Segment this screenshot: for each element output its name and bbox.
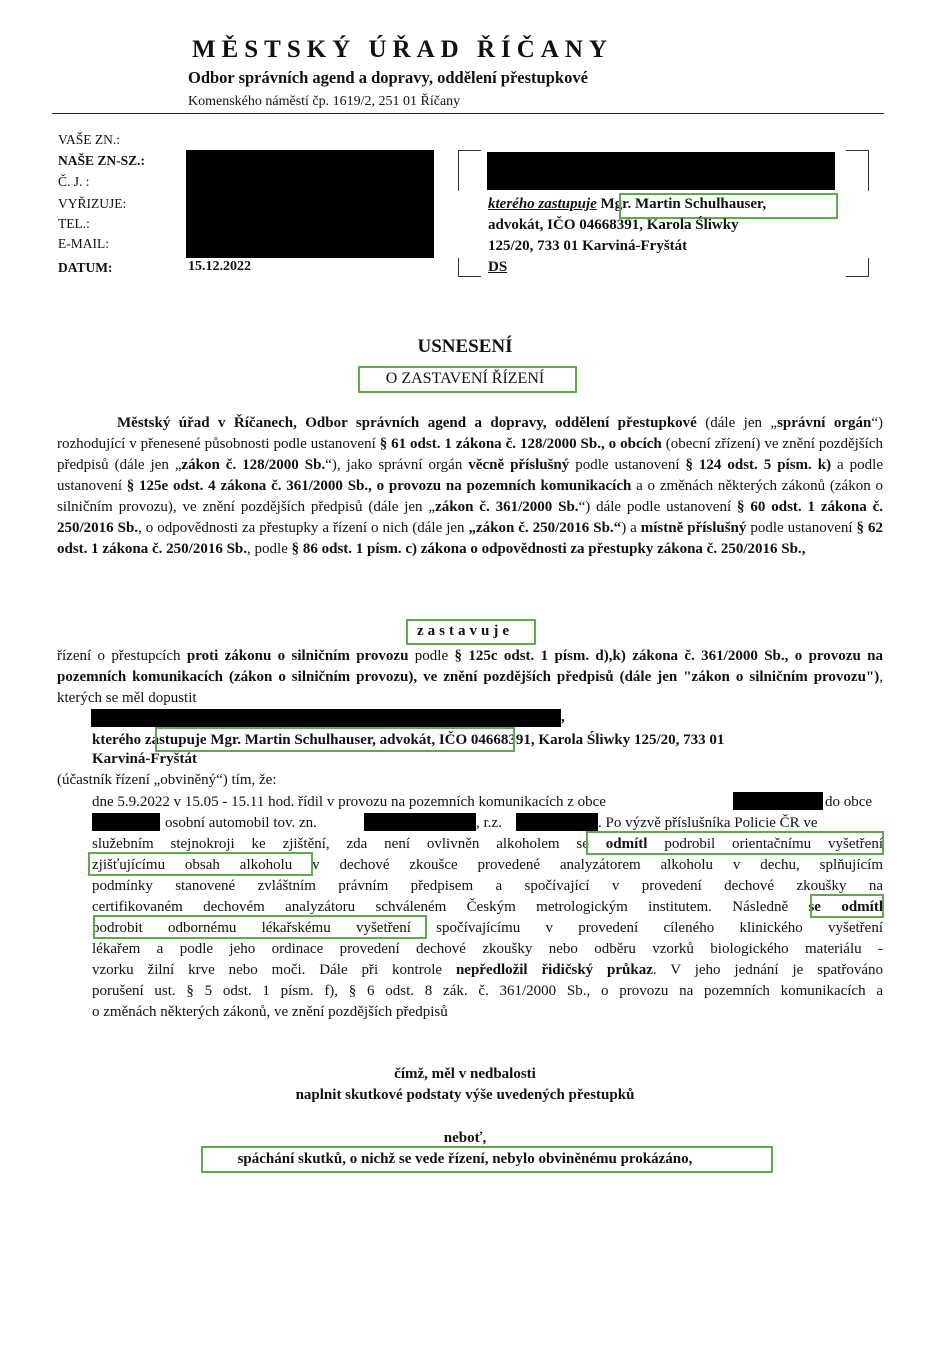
represented-by-label: kterého zastupuje (488, 196, 597, 212)
facts-line-10: porušení ust. § 5 odst. 1 písm. f), § 6 odst. 8 zák. č. 361/2000 Sb., o provozu na pozemních komunikacích a (92, 983, 883, 999)
representation-line: kterého zastupuje Mgr. Martin Schulhauser, advokát, IČO 04668391, Karola Śliwky 125/20, 733 01 (92, 732, 725, 748)
party-label: (účastník řízení „obviněný“) tím, že: (57, 772, 277, 788)
facts-line-6: certifikovaném dechovém analyzátoru schváleném Českým metrologickým institutem. Následně se odmítl (92, 899, 883, 915)
address-corner-tl (458, 150, 481, 191)
office-address: Komenského náměstí čp. 1619/2, 251 01 Říčany (188, 94, 461, 109)
proceedings-paragraph: řízení o přestupcích proti zákonu o silničním provozu podle § 125c odst. 1 písm. d),k) zákona č. 361/2000 Sb., o provozu na pozemních komunikacích (zákon o silničním provozu), ve znění pozdějších předpisů (dále jen "zákon o silničním provozu"), kterých se měl dopustit (57, 648, 884, 706)
highlight-representation (155, 727, 515, 752)
meta-label-phone: TEL.: (58, 216, 90, 231)
facts-line-5: podmínky stanovené zvláštním právním předpisem a spočívající v provedení dechové zkoušky na (92, 878, 883, 894)
meta-label-case-no: Č. J. : (58, 174, 90, 189)
highlight-medical-exam (93, 915, 427, 939)
facts-line-1-end: do obce (825, 794, 873, 810)
redacted-destination-town (92, 813, 160, 831)
redacted-vehicle-brand (364, 813, 476, 831)
facts-line-1: dne 5.9.2022 v 15.05 - 15.11 hod. řídil v provozu na pozemních komunikacích z obce (92, 794, 606, 810)
redacted-meta-block (186, 150, 434, 258)
conclusion-line-1: čímž, měl v nedbalosti (394, 1066, 536, 1082)
facts-line-2b: , r.z. (476, 815, 502, 831)
redacted-offender-name (91, 709, 561, 727)
decision-title: USNESENÍ (417, 336, 513, 357)
reason-line: spáchání skutků, o nichž se vede řízení, nebylo obviněnému prokázáno, (237, 1151, 693, 1167)
highlight-refused-again (810, 894, 884, 918)
recipient-line-3: 125/20, 733 01 Karviná-Fryštát (488, 238, 688, 254)
redacted-recipient-name (487, 152, 835, 190)
address-corner-tr (846, 150, 869, 191)
lawyer-name: Mgr. Martin Schulhauser, (600, 196, 767, 212)
intro-paragraph: Městský úřad v Říčanech, Odbor správních agend a dopravy, oddělení přestupkové (dále jen „správní orgán“) rozhodující v přenesené působnosti podle ustanovení § 61 odst. 1 zákona č. 128/2000 Sb., o obcích (obecní zřízení) ve znění pozdějších předpisů (dále jen „zákon č. 128/2000 Sb.“), jako správní orgán věcně příslušný podle ustanovení § 124 odst. 5 písm. k) a podle ustanovení § 125e odst. 4 zákona č. 361/2000 Sb., o provozu na pozemních komunikacích a o změnách některých zákonů (zákon o silničním provozu), ve znění pozdějších předpisů (dále jen „zákon č. 361/2000 Sb.“) dále podle ustanovení § 60 odst. 1 zákona č. 250/2016 Sb., o odpovědnosti za přestupky a řízení o nich (dále jen „zákon č. 250/2016 Sb.“) a místně příslušný podle ustanovení § 62 odst. 1 zákona č. 250/2016 Sb., podle § 86 odst. 1 písm. c) zákona o odpovědnosti za přestupky zákona č. 250/2016 Sb., (57, 415, 884, 557)
department-name: Odbor správních agend a dopravy, oddělení přestupkové (188, 68, 588, 87)
meta-date-value: 15.12.2022 (188, 259, 251, 274)
recipient-line-2: advokát, IČO 04668391, Karola Śliwky (488, 217, 739, 233)
meta-label-handled-by: VYŘIZUJE: (58, 196, 127, 211)
highlight-decision-subtitle (358, 366, 577, 393)
delivery-method: DS (488, 259, 508, 275)
header-divider (52, 113, 884, 114)
meta-label-your-ref: VAŠE ZN.: (58, 132, 121, 147)
decision-subtitle: O ZASTAVENÍ ŘÍZENÍ (385, 370, 545, 387)
facts-line-2c: . Po výzvě příslušníka Policie ČR ve (598, 815, 818, 831)
because-word: neboť, (443, 1130, 487, 1146)
facts-line-7: podrobit odbornému lékařskému vyšetření spočívajícímu v provedení cíleného klinického vyšetření (92, 920, 883, 936)
conclusion-line-2: naplnit skutkové podstaty výše uvedených přestupků (295, 1087, 635, 1103)
address-corner-bl (458, 258, 481, 277)
facts-line-8: lékařem a podle jeho ordinace provedení dechové zkoušky nebo odběru vzorků biologického materiálu - (92, 941, 883, 957)
address-corner-br (846, 258, 869, 277)
highlight-lawyer-name (619, 193, 838, 219)
highlight-verdict (406, 619, 536, 645)
facts-line-11: o změnách některých zákonů, ve znění pozdějších předpisů (92, 1004, 448, 1020)
meta-label-our-ref: NAŠE ZN-SZ.: (58, 153, 146, 168)
facts-line-3: služebním stejnokroji ke zjištění, zda není ovlivněn alkoholem se odmítl podrobil orientačnímu vyšetření (92, 836, 883, 852)
representation-city: Karviná-Fryštát (92, 751, 197, 767)
redacted-plate-number (516, 813, 598, 831)
highlight-refused-test (586, 831, 884, 855)
highlight-reason (201, 1146, 773, 1173)
office-title: MĚSTSKÝ ÚŘAD ŘÍČANY (192, 36, 613, 63)
verdict-word: zastavuje (417, 623, 513, 639)
facts-line-9: vzorku žilní krve nebo moči. Dále při kontrole nepředložil řidičský průkaz. V jeho jednání je spatřováno (92, 962, 883, 978)
meta-label-email: E-MAIL: (58, 236, 109, 251)
meta-label-date: DATUM: (58, 260, 113, 275)
offender-comma: , (561, 709, 565, 725)
redacted-origin-town (733, 792, 823, 810)
facts-line-4: zjišťujícímu obsah alkoholu v dechové zkoušce provedené analyzátorem alkoholu v dechu, splňujícím (92, 857, 883, 873)
facts-line-2a: osobní automobil tov. zn. (165, 815, 317, 831)
highlight-alcohol-test (88, 852, 313, 876)
